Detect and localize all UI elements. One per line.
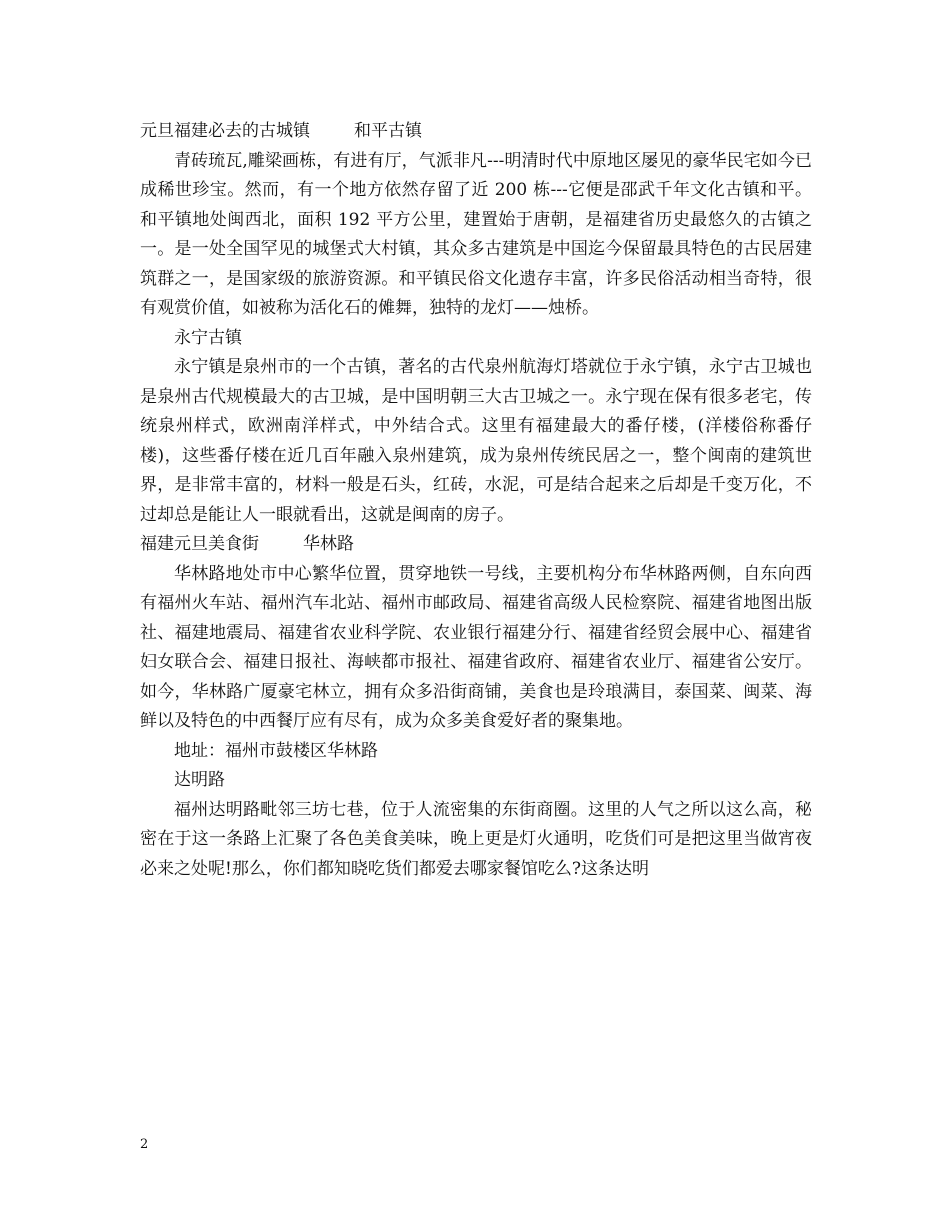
paragraph-heping: 青砖琉瓦,雕梁画栋，有进有厅，气派非凡---明清时代中原地区屡见的豪华民宅如今已成稀世珍宝。然而，有一个地方依然存留了近 200 栋---它便是邵武千年文化古镇和平。 和平镇地处闽西北，面积 192 平方公里，建置始于唐朝，是福建省历史最悠久的古镇之一。是一处全国罕见的城堡式大村镇，其众多古建筑是中国迄今保留最具特色的古民居建筑群之一，是国家级的旅游资源。和平镇民俗文化遗存丰富，许多民俗活动相当奇特，很有观赏价值，如被称为活化石的傩舞，独特的龙灯——烛桥。 [140, 150, 812, 318]
heading-prefix: 元旦福建必去的古城镇 [140, 121, 310, 141]
section-heading-hualin [140, 530, 812, 560]
heading-name: 华林路 [303, 534, 354, 554]
document-body [140, 117, 812, 884]
paragraph-yongning: 永宁镇是泉州市的一个古镇，著名的古代泉州航海灯塔就位于永宁镇，永宁古卫城也是泉州古代规模最大的古卫城，是中国明朝三大古卫城之一。永宁现在保有很多老宅，传统泉州样式，欧洲南洋样式，中外结合式。这里有福建最大的番仔楼，(洋楼俗称番仔楼)，这些番仔楼在近几百年融入泉州建筑，成为泉州传统民居之一，整个闽南的建筑世界，是非常丰富的，材料一般是石头，红砖，水泥，可是结合起来之后却是千变万化，不过却总是能让人一眼就看出，这就是闽南的房子。 [140, 357, 812, 525]
heading-name: 和平古镇 [354, 121, 422, 141]
page-number: 2 [140, 1137, 149, 1152]
section-heading-heping [140, 117, 812, 147]
heading-prefix: 福建元旦美食街 [140, 534, 259, 554]
subheading-yongning: 永宁古镇 [174, 327, 242, 348]
paragraph-daming: 福州达明路毗邻三坊七巷，位于人流密集的东街商圈。这里的人气之所以这么高，秘密在于这一条路上汇聚了各色美食美味，晚上更是灯火通明，吃货们可是把这里当做宵夜必来之处呢!那么，你们都知晓吃货们都爱去哪家餐馆吃么?这条达明 [140, 799, 812, 879]
paragraph-hualin: 华林路地处市中心繁华位置，贯穿地铁一号线，主要机构分布华林路两侧，自东向西有福州火车站、福州汽车北站、福州市邮政局、福建省高级人民检察院、福建省地图出版社、福建地震局、福建省农业科学院、农业银行福建分行、福建省经贸会展中心、福建省妇女联合会、福建日报社、海峡都市报社、福建省政府、福建省农业厅、福建省公安厅。如今，华林路广厦豪宅林立，拥有众多沿街商铺，美食也是玲琅满目，泰国菜、闽菜、海鲜以及特色的中西餐厅应有尽有，成为众多美食爱好者的聚集地。 [140, 563, 812, 731]
subheading-daming: 达明路 [174, 770, 225, 790]
address-line: 地址：福州市鼓楼区华林路 [174, 740, 378, 761]
